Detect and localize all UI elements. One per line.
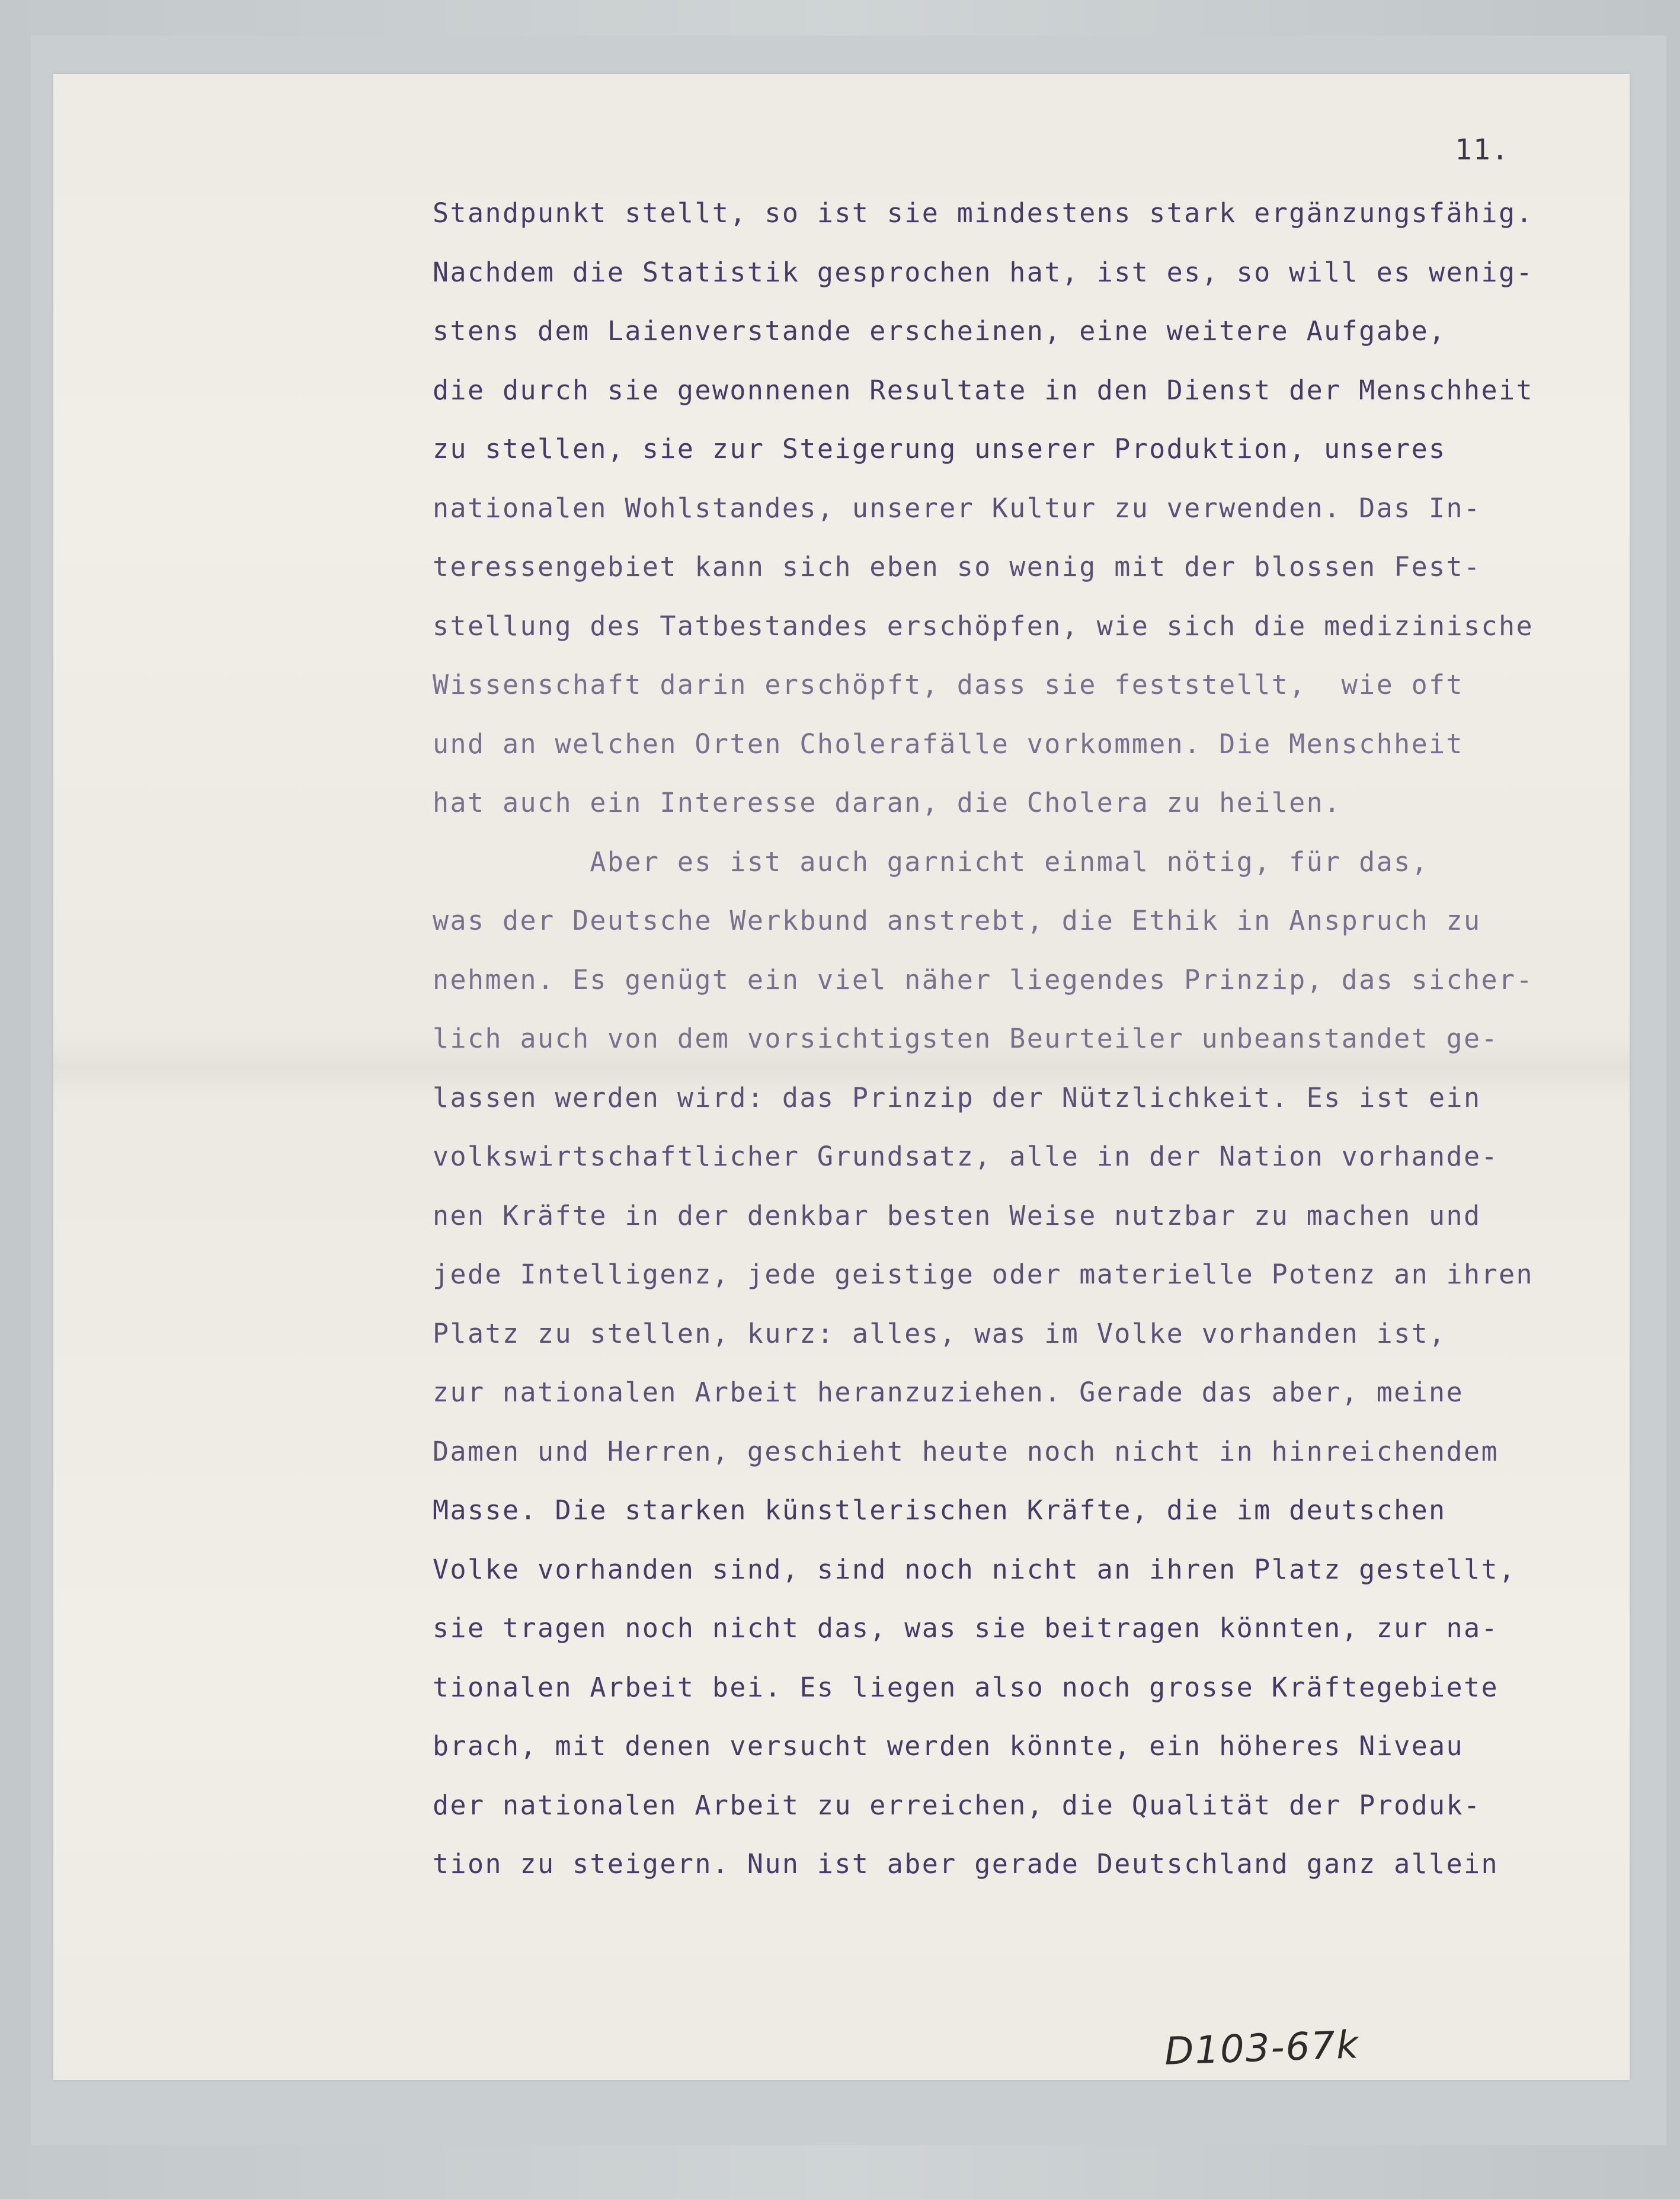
text-line: zu stellen, sie zur Steigerung unserer Produktion, unseres (433, 433, 1447, 465)
text-line: teressengebiet kann sich eben so wenig mit der blossen Fest- (433, 551, 1481, 582)
text-line: stens dem Laienverstande erscheinen, eine weitere Aufgabe, (433, 315, 1447, 347)
text-line: nationalen Wohlstandes, unserer Kultur zu verwenden. Das In- (433, 492, 1481, 524)
text-line: lassen werden wird: das Prinzip der Nützlichkeit. Es ist ein (433, 1081, 1481, 1113)
text-line: nehmen. Es genügt ein viel näher liegendes Prinzip, das sicher- (433, 964, 1534, 996)
text-line: zur nationalen Arbeit heranzuziehen. Gerade das aber, meine (433, 1377, 1464, 1408)
text-line: der nationalen Arbeit zu erreichen, die Qualität der Produk- (433, 1789, 1481, 1821)
text-line: hat auch ein Interesse daran, die Cholera zu heilen. (433, 787, 1342, 818)
text-line: Wissenschaft darin erschöpft, dass sie feststellt, wie oft (433, 669, 1464, 700)
text-line: volkswirtschaftlicher Grundsatz, alle in der Nation vorhande- (433, 1141, 1499, 1172)
text-line: nen Kräfte in der denkbar besten Weise nutzbar zu machen und (433, 1199, 1481, 1231)
text-line: brach, mit denen versucht werden könnte, ein höheres Niveau (433, 1730, 1464, 1762)
text-line: Masse. Die starken künstlerischen Kräfte, die im deutschen (433, 1494, 1447, 1526)
text-line: Volke vorhanden sind, sind noch nicht an ihren Platz gestellt, (433, 1553, 1516, 1585)
text-line: und an welchen Orten Cholerafälle vorkommen. Die Menschheit (433, 728, 1464, 760)
typewritten-text-body (433, 184, 1641, 1894)
text-line: was der Deutsche Werkbund anstrebt, die Ethik in Anspruch zu (433, 905, 1481, 936)
text-line: Damen und Herren, geschieht heute noch nicht in hinreichendem (433, 1435, 1499, 1467)
text-line: die durch sie gewonnenen Resultate in den Dienst der Menschheit (433, 374, 1534, 406)
text-line: lich auch von dem vorsichtigsten Beurteiler unbeanstandet ge- (433, 1023, 1499, 1054)
text-line: tionalen Arbeit bei. Es liegen also noch grosse Kräftegebiete (433, 1671, 1499, 1703)
text-line: tion zu steigern. Nun ist aber gerade Deutschland ganz allein (433, 1848, 1499, 1880)
archive-signature-mark: D103-67k (1163, 2023, 1361, 2074)
text-line: jede Intelligenz, jede geistige oder materielle Potenz an ihren (433, 1259, 1534, 1290)
page-number: 11. (1455, 133, 1510, 167)
text-line: sie tragen noch nicht das, was sie beitragen könnten, zur na- (433, 1612, 1499, 1644)
text-line: Nachdem die Statistik gesprochen hat, ist es, so will es wenig- (433, 256, 1534, 288)
text-line: Platz zu stellen, kurz: alles, was im Volke vorhanden ist, (433, 1317, 1447, 1349)
text-line: Aber es ist auch garnicht einmal nötig, für das, (433, 846, 1429, 878)
text-line: stellung des Tatbestandes erschöpfen, wie sich die medizinische (433, 610, 1534, 642)
text-line: Standpunkt stellt, so ist sie mindestens stark ergänzungsfähig. (433, 197, 1534, 229)
